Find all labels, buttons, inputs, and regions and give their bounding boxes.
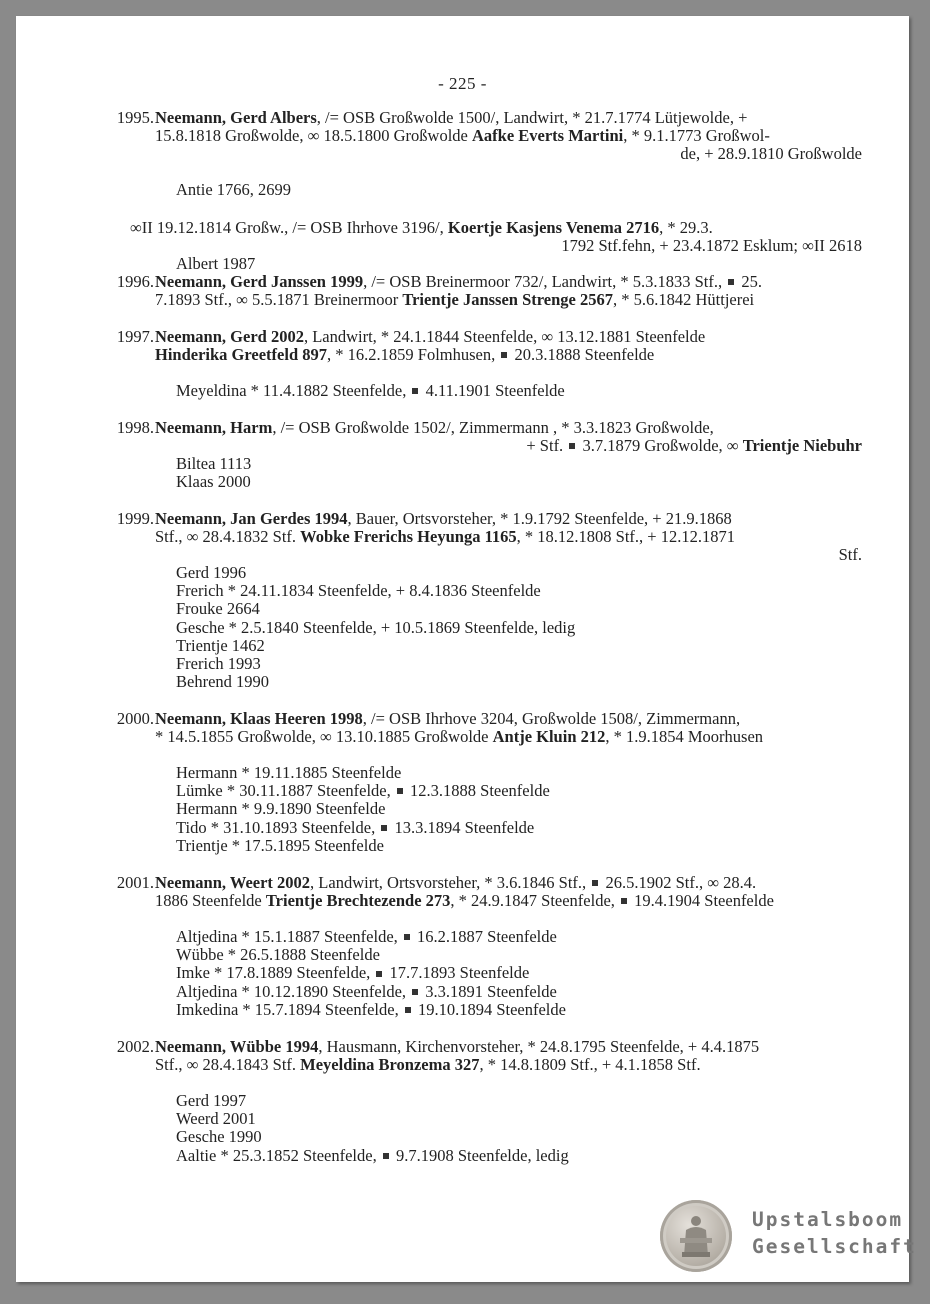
child-entry: Gesche * 2.5.1840 Steenfelde, + 10.5.1869 Steenfelde, ledig bbox=[176, 617, 576, 637]
child-entry: Gerd 1997 bbox=[176, 1091, 247, 1110]
seal-icon bbox=[660, 1200, 732, 1272]
child-entry: Frouke 2664 bbox=[176, 599, 260, 619]
spouse-name: Hinderika Greetfeld 897 bbox=[155, 345, 328, 365]
entry-text: Neemann, Klaas Heeren 1998, /= OSB Ihrhove 3204, Großwolde 1508/, Zimmermann, * 14.5.1855 Großwolde, ∞ 13.10.1885 Großwolde Antje Kluin 212, * 1.9.1854 Moorhusen bbox=[155, 709, 764, 747]
society-logo bbox=[660, 1200, 917, 1280]
child-entry: Hermann * 19.11.1885 Steenfelde bbox=[176, 763, 402, 782]
spouse-name: Trientje Janssen Strenge 2567 bbox=[402, 290, 613, 310]
entry-text: Neemann, Gerd Albers, /= OSB Großwolde 1500/, Landwirt, * 21.7.1774 Lütjewolde, + 15.8.1818 Großwolde, ∞ 18.5.1800 Großwolde Aafke Everts Martini, * 9.1.1773 Großwol- de, + 28.9.1810 Großwolde bbox=[155, 108, 862, 164]
burial-icon bbox=[728, 279, 734, 285]
spouse-name: Trientje Niebuhr bbox=[742, 436, 862, 456]
child-entry: Imkedina * 15.7.1894 Steenfelde, 19.10.1894 Steenfelde bbox=[176, 999, 566, 1019]
child-entry: Hermann * 9.9.1890 Steenfelde bbox=[176, 799, 386, 819]
entry-text: Neemann, Weert 2002, Landwirt, Ortsvorsteher, * 3.6.1846 Stf., 26.5.1902 Stf., ∞ 28.4. 1886 Steenfelde Trientje Brechtezende 273, * 24.9.1847 Steenfelde, 19.4.1904 Steenfelde bbox=[155, 873, 774, 911]
burial-icon bbox=[501, 352, 507, 358]
child-entry: Gerd 1996 bbox=[176, 563, 247, 582]
child-entry: Frerich 1993 bbox=[176, 654, 261, 674]
children-list bbox=[176, 181, 291, 199]
person-name: Neemann, Gerd Janssen 1999 bbox=[155, 272, 364, 291]
burial-icon bbox=[376, 971, 382, 977]
logo-text: Upstalsboom Gesellschaft bbox=[752, 1208, 917, 1258]
child-entry: Wübbe * 26.5.1888 Steenfelde bbox=[176, 945, 380, 965]
burial-icon bbox=[412, 989, 418, 995]
child-entry: Antie 1766, 2699 bbox=[176, 180, 292, 199]
entry-number: 1996. bbox=[116, 272, 154, 291]
person-name: Neemann, Gerd 2002 bbox=[155, 327, 304, 346]
child-entry: Biltea 1113 bbox=[176, 454, 252, 473]
person-name: Neemann, Harm bbox=[155, 418, 273, 437]
burial-icon bbox=[383, 1153, 389, 1159]
entry-number: 1997. bbox=[116, 327, 154, 346]
child-entry: Altjedina * 15.1.1887 Steenfelde, 16.2.1887 Steenfelde bbox=[176, 927, 557, 946]
entry-number: 2000. bbox=[116, 709, 154, 728]
child-entry: Gesche 1990 bbox=[176, 1127, 262, 1147]
child-entry: Tido * 31.10.1893 Steenfelde, 13.3.1894 Steenfelde bbox=[176, 817, 535, 837]
children-list bbox=[176, 455, 251, 491]
child-entry: Klaas 2000 bbox=[176, 472, 251, 492]
entry-number: 2002. bbox=[116, 1037, 154, 1056]
children-list bbox=[176, 1092, 569, 1165]
child-entry: Lümke * 30.11.1887 Steenfelde, 12.3.1888 Steenfelde bbox=[176, 781, 550, 801]
child-entry: Behrend 1990 bbox=[176, 672, 270, 692]
spouse-name: Aafke Everts Martini bbox=[471, 126, 624, 146]
child-entry: Trientje 1462 bbox=[176, 635, 265, 655]
entry-text: Neemann, Harm, /= OSB Großwolde 1502/, Zimmermann , * 3.3.1823 Großwolde, + Stf. 3.7.1879 Großwolde, ∞ Trientje Niebuhr bbox=[155, 418, 862, 456]
spouse-name: Koertje Kasjens Venema 2716 bbox=[447, 218, 660, 237]
spouse-name: Wobke Frerichs Heyunga 1165 bbox=[300, 527, 517, 547]
burial-icon bbox=[592, 880, 598, 886]
child-entry: Weerd 2001 bbox=[176, 1109, 256, 1129]
entry-number: 1998. bbox=[116, 418, 154, 437]
child-entry: Trientje * 17.5.1895 Steenfelde bbox=[176, 835, 384, 855]
children-list bbox=[176, 564, 575, 691]
burial-icon bbox=[397, 788, 403, 794]
entry-text: Neemann, Gerd 2002, Landwirt, * 24.1.1844 Steenfelde, ∞ 13.12.1881 Steenfelde Hinderika Greetfeld 897, * 16.2.1859 Folmhusen, 20.3.1888 Steenfelde bbox=[155, 327, 706, 365]
burial-icon bbox=[621, 898, 627, 904]
children-list bbox=[176, 382, 565, 400]
person-name: Neemann, Weert 2002 bbox=[155, 873, 311, 892]
spouse-name: Meyeldina Bronzema 327 bbox=[300, 1055, 480, 1075]
children-list bbox=[176, 764, 550, 855]
entry-number: 2001. bbox=[116, 873, 154, 892]
burial-icon bbox=[404, 934, 410, 940]
children-list bbox=[176, 255, 255, 273]
person-name: Neemann, Klaas Heeren 1998 bbox=[155, 709, 363, 728]
children-list bbox=[176, 928, 566, 1019]
person-name: Neemann, Jan Gerdes 1994 bbox=[155, 509, 348, 528]
document-page: - 225 - 1995. Neemann, Gerd Albers, /= OSB Großwolde 1500/, Landwirt, * 21.7.1774 Lütjewolde, + 15.8.1818 Großwolde, ∞ 18.5.1800 Großwolde Aafke Everts Martini, * 9.1.1773 Großwol- de, + 28.9.1810 Großwolde Antie 1766, 2699 ∞II 19.12.1814 Großw., /= OSB Ihrhove 3196/, Koertje Kasjens Venema 2716, * 29.3. 1792 Stf.fehn, + 23.4.1872 Esklum; ∞II 2618 Albert 1987 1996. Neemann, Gerd Janssen 1999, /= OSB Breinermoor 732/, Landwirt, * 5.3.1833 Stf., 25. 7.1893 Stf., ∞ 5.5.1871 Breinermoor Trientje Janssen Strenge 2567, * 5.6.1842 Hüttjerei 1997. Neemann, Gerd 2002, Landwirt, * 24.1.1844 Steenfelde, ∞ 13.12.1881 Steenfelde Hinderika Greetfeld 897, * 16.2.1859 Folmhusen, 20.3.1888 Steenfelde Meyeldina * 11.4.1882 Steenfelde, 4.11.1901 Steenfelde 1998. Neemann, Harm, /= OSB Großwolde 1502/, Zimmermann , * 3.3.1823 Großwolde, + Stf. 3.7.1879 Großwolde, ∞ Trientje Niebuhr Biltea 1113 Klaas 2000 1999. Neemann, Jan Gerdes 1994, Bauer, Ortsvorsteher, * 1.9.1792 Steenfelde, + 21.9.1868 Stf., ∞ 28.4.1832 Stf. Wobke Frerichs Heyunga 1165, * 18.12.1808 Stf., + 12.12.1871 Stf. Gerd 1996 Frerich * 24.11.1834 Steenfelde, + 8.4.1836 Steenfelde Frouke 2664 Gesche * 2.5.1840 Steenfelde, + 10.5.1869 Steenfelde, ledig Trientje 1462 Frerich 1993 Behrend 1990 2000. Neemann, Klaas Heeren 1998, /= OSB Ihrhove 3204, Großwolde 1508/, Zimmermann, * 14.5.1855 Großwolde, ∞ 13.10.1885 Großwolde Antje Kluin 212, * 1.9.1854 Moorhusen Hermann * 19.11.1885 Steenfelde Lümke * 30.11.1887 Steenfelde, 12.3.1888 Steenfelde Hermann * 9.9.1890 Steenfelde Tido * 31.10.1893 Steenfelde, 13.3.1894 Steenfelde Trientje * 17.5.1895 Steenfelde 2001. Neemann, Weert 2002, Landwirt, Ortsvorsteher, * 3.6.1846 Stf., 26.5.1902 Stf., ∞ 28.4. 1886 Steenfelde Trientje Brechtezende 273, * 24.9.1847 Steenfelde, 19.4.1904 Steenfelde Altjedina * 15.1.1887 Steenfelde, 16.2.1887 Steenfelde Wübbe * 26.5.1888 Steenfelde Imke * 17.8.1889 Steenfelde, 17.7.1893 Steenfelde Altjedina * 10.12.1890 Steenfelde, 3.3.1891 Steenfelde Imkedina * 15.7.1894 Steenfelde, 19.10.1894 Steenfelde 2002. Neemann, Wübbe 1994, Hausmann, Kirchenvorsteher, * 24.8.1795 Steenfelde, + 4.4.1875 Stf., ∞ 28.4.1843 Stf. Meyeldina Bronzema 327, * 14.8.1809 Stf., + 4.1.1858 Stf. Gerd 1997 Weerd 2001 Gesche 1990 Aaltie * 25.3.1852 Steenfelde, 9.7.1908 Steenfelde, ledig Upstalsboom Gesellschaft bbox=[16, 16, 909, 1282]
burial-icon bbox=[412, 388, 418, 394]
child-entry: Meyeldina * 11.4.1882 Steenfelde, 4.11.1901 Steenfelde bbox=[176, 381, 565, 400]
child-entry: Imke * 17.8.1889 Steenfelde, 17.7.1893 Steenfelde bbox=[176, 963, 530, 983]
entry-text: Neemann, Gerd Janssen 1999, /= OSB Breinermoor 732/, Landwirt, * 5.3.1833 Stf., 25. 7.1893 Stf., ∞ 5.5.1871 Breinermoor Trientje Janssen Strenge 2567, * 5.6.1842 Hüttjerei bbox=[155, 272, 762, 310]
child-entry: Albert 1987 bbox=[176, 254, 256, 273]
spouse-name: Trientje Brechtezende 273 bbox=[265, 891, 451, 911]
entry-text: Neemann, Jan Gerdes 1994, Bauer, Ortsvorsteher, * 1.9.1792 Steenfelde, + 21.9.1868 Stf., ∞ 28.4.1832 Stf. Wobke Frerichs Heyunga 1165, * 18.12.1808 Stf., + 12.12.1871 Stf. bbox=[155, 509, 862, 565]
child-entry: Aaltie * 25.3.1852 Steenfelde, 9.7.1908 Steenfelde, ledig bbox=[176, 1145, 569, 1165]
person-name: Neemann, Gerd Albers bbox=[155, 108, 317, 127]
entry-text: Neemann, Wübbe 1994, Hausmann, Kirchenvorsteher, * 24.8.1795 Steenfelde, + 4.4.1875 Stf., ∞ 28.4.1843 Stf. Meyeldina Bronzema 327, * 14.8.1809 Stf., + 4.1.1858 Stf. bbox=[155, 1037, 760, 1075]
page-number: - 225 - bbox=[438, 74, 487, 93]
entry-number: 1999. bbox=[116, 509, 154, 528]
spouse-name: Antje Kluin 212 bbox=[492, 727, 606, 747]
person-name: Neemann, Wübbe 1994 bbox=[155, 1037, 319, 1056]
burial-icon bbox=[405, 1007, 411, 1013]
child-entry: Frerich * 24.11.1834 Steenfelde, + 8.4.1836 Steenfelde bbox=[176, 581, 541, 601]
burial-icon bbox=[381, 825, 387, 831]
burial-icon bbox=[569, 443, 575, 449]
child-entry: Altjedina * 10.12.1890 Steenfelde, 3.3.1891 Steenfelde bbox=[176, 981, 557, 1001]
entry-number: 1995. bbox=[116, 108, 154, 127]
